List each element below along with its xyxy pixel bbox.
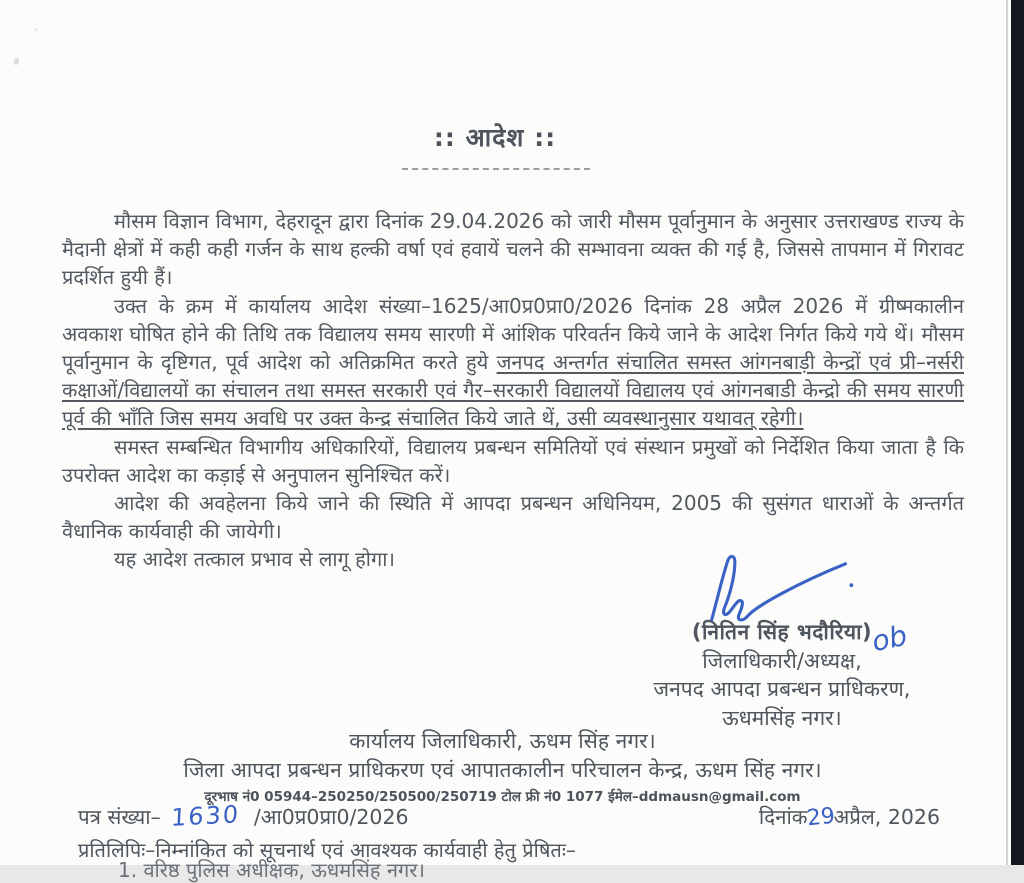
signatory-block xyxy=(596,618,968,732)
letter-number-label: पत्र संख्या– xyxy=(78,805,161,829)
date-suffix: अप्रैल, 2026 xyxy=(833,805,940,829)
signatory-name: (नितिन सिंह भदौरिया) xyxy=(691,620,873,644)
scan-artifact xyxy=(34,28,37,31)
order-body-text xyxy=(62,207,964,574)
handwritten-letter-number: 1630 xyxy=(170,800,241,832)
paragraph-previous-order xyxy=(62,292,964,433)
handwritten-date-day: 29 xyxy=(805,803,836,832)
office-contact-line: दूरभाष नं0 05944–250250/250500/250719 टोल फ्री नं0 1077 ईमेल–ddmausn@gmail.com xyxy=(204,789,801,805)
document-title: :: आदेश :: xyxy=(433,123,557,152)
office-line-2: जिला आपदा प्रबन्धन प्राधिकरण एवं आपातकालीन परिचालन केन्द्र, ऊधम सिंह नगर। xyxy=(183,758,822,782)
handwritten-initials: ob xyxy=(868,618,910,659)
scan-edge-band xyxy=(1011,0,1024,865)
letter-number xyxy=(78,802,409,831)
cutoff-recipient-line: 1. वरिष्ठ पुलिस अधीक्षक, ऊधमसिंह नगर। xyxy=(118,858,425,882)
order-date xyxy=(759,803,940,831)
signatory-organization: जनपद आपदा प्रबन्धन प्राधिकरण, xyxy=(653,677,911,701)
title-dashed-underline xyxy=(402,168,590,170)
paragraph-compliance-instruction: समस्त सम्बन्धित विभागीय अधिकारियों, विद्यालय प्रबन्धन समितियों एवं संस्थान प्रमुखों को निर्देशित किया जाता है कि उपरोक्त आदेश का कड़ाई से अनुपालन सुनिश्चित करें। xyxy=(62,434,964,487)
paragraph-legal-action: आदेश की अवहेलना किये जाने की स्थिति में आपदा प्रबन्धन अधिनियम, 2005 की सुसंगत धाराओं के अन्तर्गत वैधानिक कार्यवाही की जायेगी। xyxy=(62,491,964,544)
signatory-place: ऊधमसिंह नगर। xyxy=(722,705,842,730)
paragraph-immediate-effect: यह आदेश तत्काल प्रभाव से लागू होगा। xyxy=(114,547,396,572)
paragraph-previous-order-text: उक्त के क्रम में कार्यालय आदेश संख्या–1625/आ0प्र0प्रा0/2026 दिनांक 28 अप्रैल 2026 में ग्रीष्मकालीन अवकाश घोषित होने की तिथि तक विद्यालय समय सारणी में आंशिक परिवर्तन किये जाने के आदेश निर्गत किये गये थें। मौसम पूर्वानुमान के दृष्टिगत, पूर्व आदेश को अतिक्रमित करते हुये xyxy=(62,293,964,375)
office-line-1: कार्यालय जिलाधिकारी, ऊधम सिंह नगर। xyxy=(349,729,656,753)
paragraph-underlined-directive: जनपद अन्तर्गत संचालित समस्त आंगनबाड़ी केन्द्रों एवं प्री–नर्सरी कक्षाओं/विद्यालयों का संचालन तथा समस्त सरकारी एवं गैर–सरकारी विद्यालयों विद्यालय एवं आंगनबाडी केन्द्रो की समय सारणी पूर्व की भाँति जिस समय अवधि पर उक्त केन्द्र संचालित किये जाते थें, उसी व्यवस्थानुसार यथावत् रहेगी। xyxy=(62,350,964,431)
date-label: दिनांक xyxy=(758,805,808,829)
office-footer xyxy=(0,727,1005,807)
reference-row xyxy=(78,802,940,831)
scan-edge-line xyxy=(1006,0,1008,865)
scan-artifact xyxy=(13,57,20,65)
paragraph-weather-forecast: मौसम विज्ञान विभाग, देहरादून द्वारा दिनांक 29.04.2026 को जारी मौसम पूर्वानुमान के अनुसार उत्तराखण्ड राज्य के मैदानी क्षेत्रों में कही कही गर्जन के साथ हल्की वर्षा एवं हवायें चलने की सम्भावना व्यक्त की गई है, जिससे तापमान में गिरावट प्रदर्शित हुयी हैं। xyxy=(62,209,964,290)
signatory-designation: जिलाधिकारी/अध्यक्ष, xyxy=(702,648,862,673)
copy-distribution-line: प्रतिलिपिः–निम्नांकित को सूचनार्थ एवं आवश्यक कार्यवाही हेतु प्रेषितः– xyxy=(78,838,576,862)
letter-number-suffix: /आ0प्र0प्रा0/2026 xyxy=(253,805,409,829)
